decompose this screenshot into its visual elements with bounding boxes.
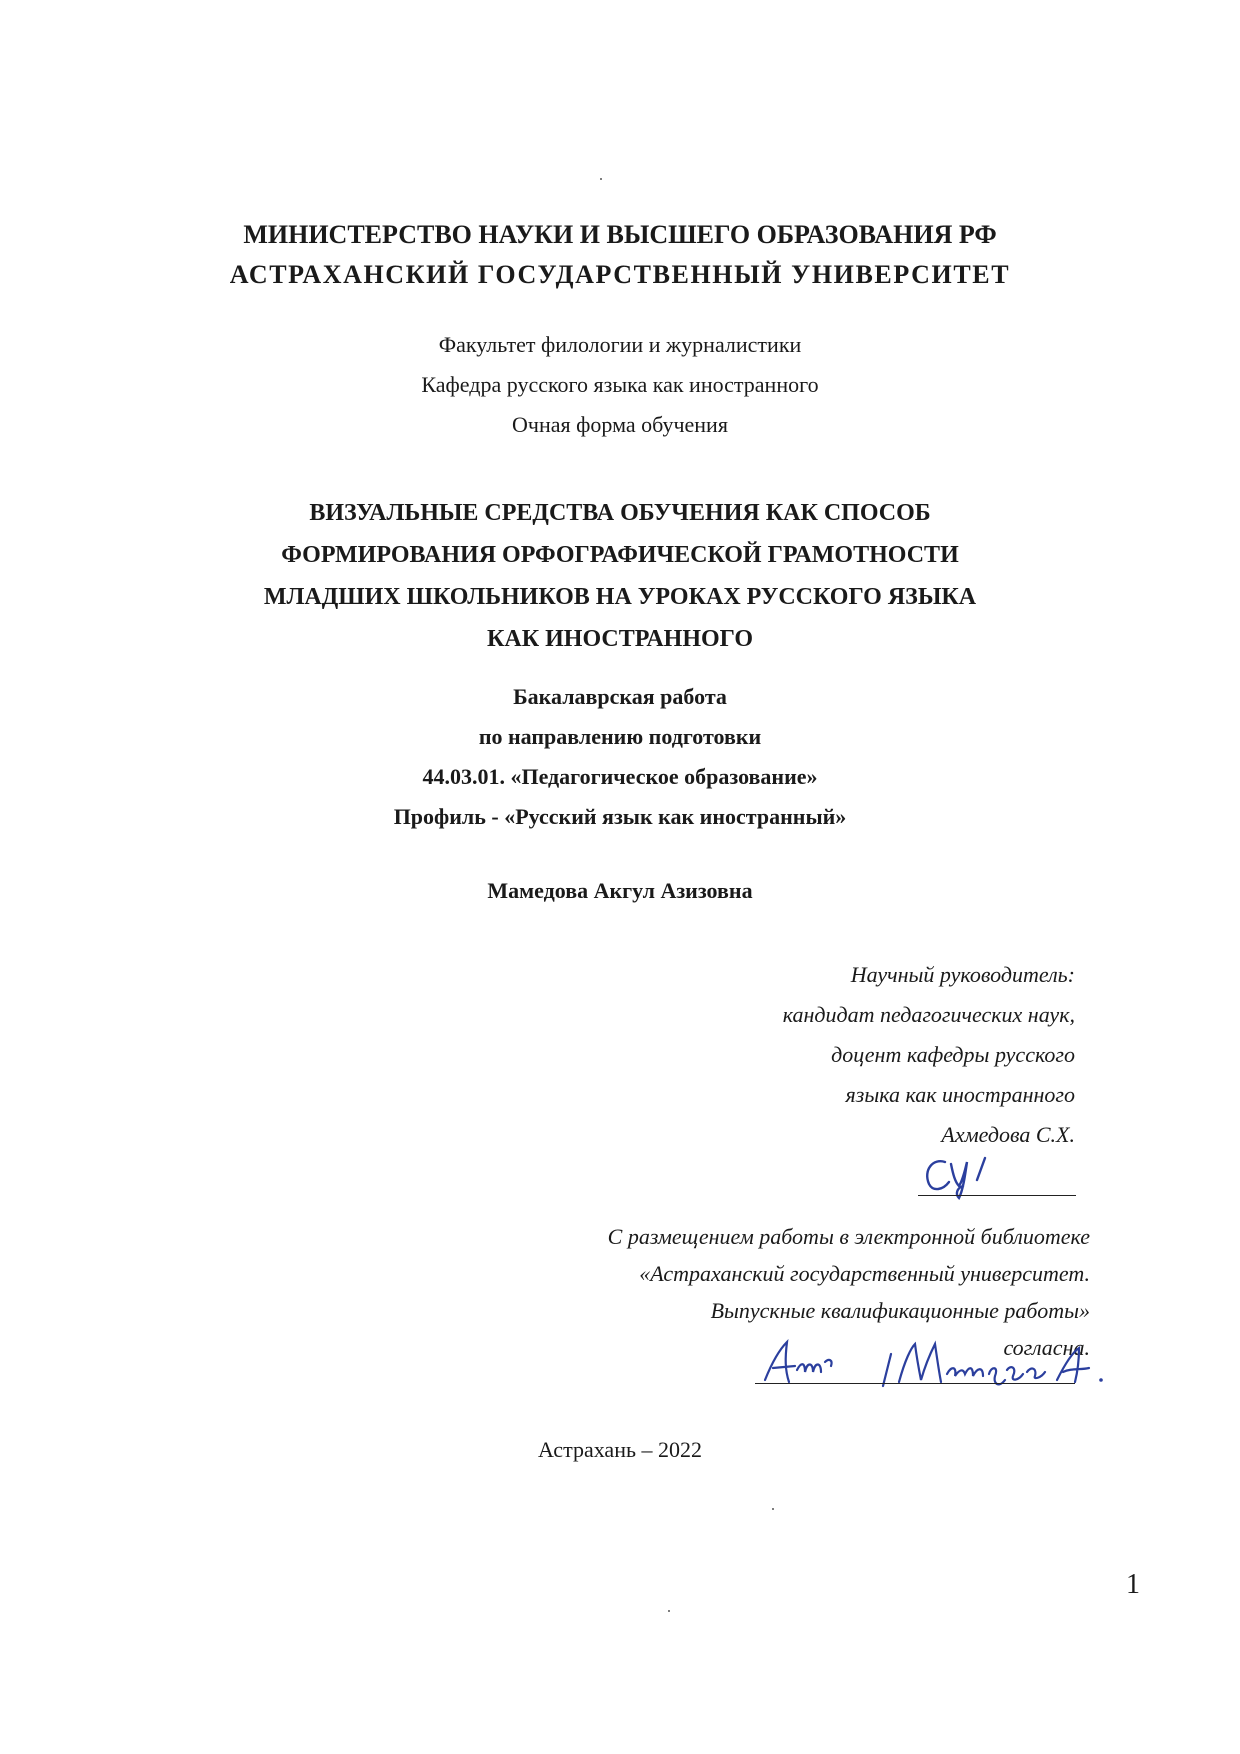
supervisor-line: языка как иностранного bbox=[845, 1082, 1075, 1107]
thesis-title bbox=[0, 492, 1240, 660]
author-name: Мамедова Акгул Азизовна bbox=[487, 878, 753, 903]
ministry-name: МИНИСТЕРСТВО НАУКИ И ВЫСШЕГО ОБРАЗОВАНИЯ РФ bbox=[243, 220, 997, 249]
supervisor-line: Научный руководитель: bbox=[850, 962, 1075, 987]
department-name: Кафедра русского языка как иностранного bbox=[421, 372, 819, 397]
student-signature bbox=[755, 1330, 1115, 1394]
supervisor-line: кандидат педагогических наук, bbox=[782, 1002, 1075, 1027]
unit-block bbox=[0, 325, 1240, 445]
city-year-block bbox=[0, 1432, 1240, 1468]
study-form: Очная форма обучения bbox=[512, 412, 728, 437]
ministry-header bbox=[0, 215, 1240, 295]
profile: Профиль - «Русский язык как иностранный» bbox=[393, 804, 847, 829]
thesis-title-line: ВИЗУАЛЬНЫЕ СРЕДСТВА ОБУЧЕНИЯ КАК СПОСОБ bbox=[309, 500, 931, 526]
author-block bbox=[0, 873, 1240, 909]
supervisor-line: доцент кафедры русского bbox=[831, 1042, 1075, 1067]
scan-speck bbox=[668, 1610, 670, 1612]
page-number: 1 bbox=[1126, 1569, 1140, 1600]
direction-code: 44.03.01. «Педагогическое образование» bbox=[422, 764, 818, 789]
supervisor-name: Ахмедова С.Х. bbox=[941, 1122, 1075, 1147]
supervisor-block bbox=[783, 955, 1075, 1155]
consent-line: Выпускные квалификационные работы» bbox=[710, 1298, 1090, 1323]
direction-label: по направлению подготовки bbox=[478, 724, 762, 749]
city-year: Астрахань – 2022 bbox=[537, 1437, 703, 1462]
scan-speck bbox=[772, 1508, 774, 1510]
consent-line: согласна. bbox=[1003, 1335, 1090, 1360]
work-type: Бакалаврская работа bbox=[513, 684, 727, 709]
faculty-name: Факультет филологии и журналистики bbox=[438, 332, 802, 357]
thesis-title-line: ФОРМИРОВАНИЯ ОРФОГРАФИЧЕСКОЙ ГРАМОТНОСТИ bbox=[281, 542, 959, 568]
student-signature-line bbox=[755, 1383, 1075, 1384]
supervisor-signature-line bbox=[918, 1195, 1076, 1196]
thesis-title-line: КАК ИНОСТРАННОГО bbox=[486, 626, 754, 652]
consent-line: «Астраханский государственный университет. bbox=[639, 1261, 1090, 1286]
thesis-title-line: МЛАДШИХ ШКОЛЬНИКОВ НА УРОКАХ РУССКОГО ЯЗЫКА bbox=[263, 584, 977, 610]
work-info bbox=[0, 677, 1240, 837]
university-name: АСТРАХАНСКИЙ ГОСУДАРСТВЕННЫЙ УНИВЕРСИТЕТ bbox=[229, 260, 1011, 289]
consent-line: С размещением работы в электронной библиотеке bbox=[607, 1224, 1090, 1249]
scan-speck bbox=[600, 178, 602, 180]
